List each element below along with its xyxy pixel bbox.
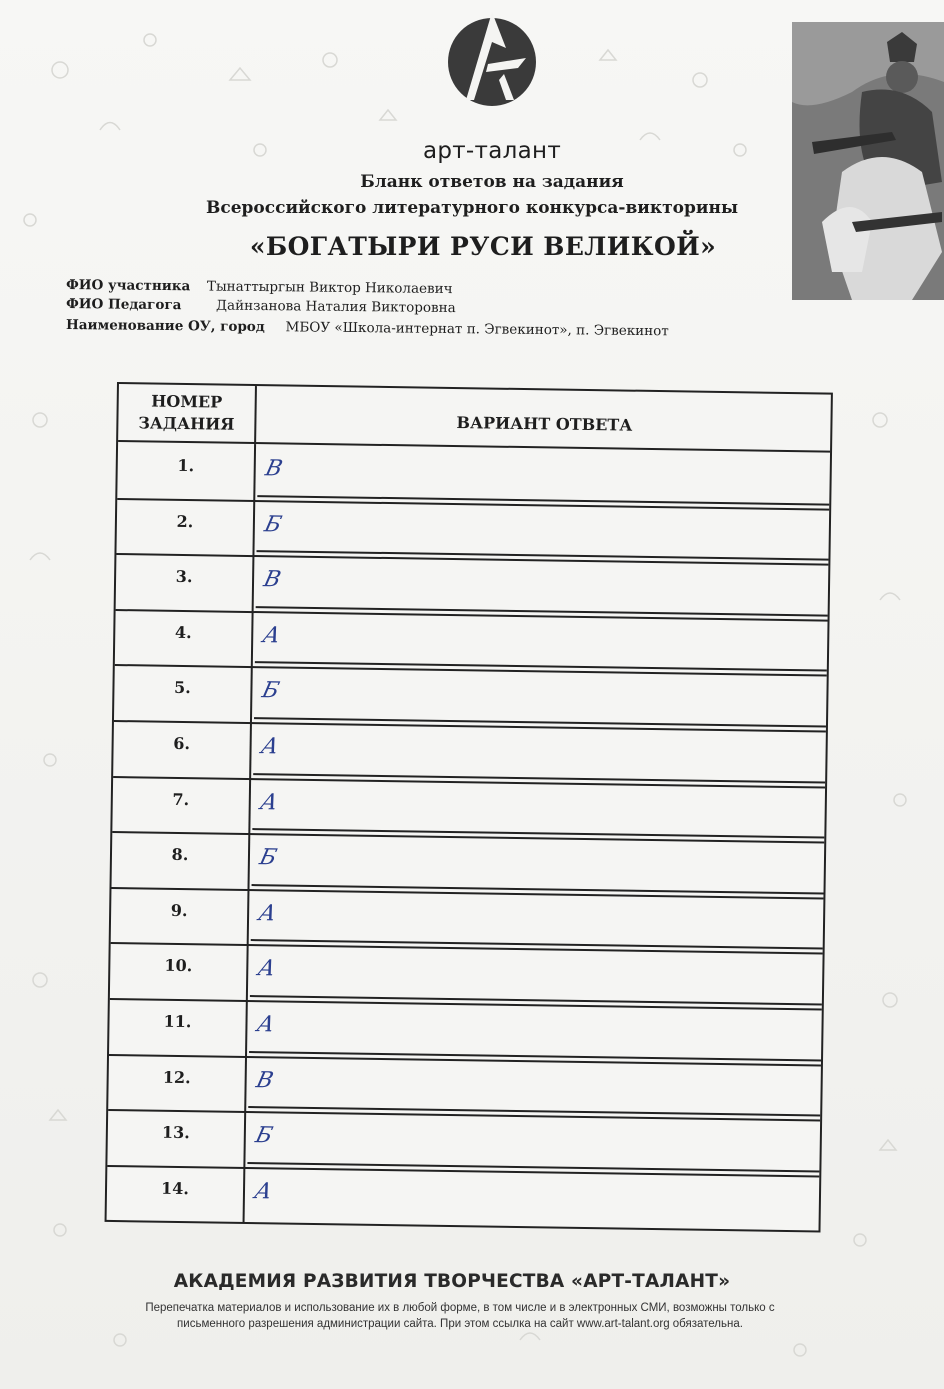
task-number: 8. (112, 831, 251, 889)
handwritten-answer: А (254, 1012, 277, 1038)
table-row (107, 1165, 820, 1231)
footer-note-line1: Перепечатка материалов и использование их в любой форме, в том числе и в электронных СМИ, возможны только с (145, 1302, 775, 1314)
participant-row (66, 277, 453, 297)
task-number: 4. (115, 609, 254, 667)
footer-note-line2: письменного разрешения администрации сайта. При этом ссылка на сайт www.art-talant.org обязательна. (177, 1318, 743, 1330)
answer-cell (247, 1167, 820, 1231)
task-number: 7. (112, 776, 251, 834)
school-value: МБОУ «Школа-интернат п. Эгвекинот», п. Эгвекинот (285, 319, 669, 340)
handwritten-answer: В (261, 567, 284, 593)
teacher-label: ФИО Педагога (65, 296, 182, 314)
handwritten-answer: Б (262, 511, 284, 538)
handwritten-answer: В (253, 1067, 276, 1093)
teacher-row (66, 296, 456, 316)
task-number: 11. (109, 998, 248, 1056)
handwritten-answer: А (256, 901, 279, 927)
header-task-number (118, 384, 257, 442)
header-task-number-line1: НОМЕР (151, 391, 223, 412)
header-task-number-line2: ЗАДАНИЯ (138, 413, 235, 434)
task-number: 13. (107, 1109, 246, 1167)
task-number: 2. (116, 498, 255, 556)
art-talant-logo (444, 8, 540, 116)
task-number: 12. (108, 1054, 247, 1112)
task-number: 3. (116, 553, 255, 611)
handwritten-answer: А (258, 734, 282, 760)
task-number: 10. (110, 942, 249, 1000)
header-answer: ВАРИАНТ ОТВЕТА (456, 413, 633, 435)
table-header (118, 384, 831, 453)
handwritten-answer: Б (257, 845, 279, 871)
handwritten-answer: В (262, 456, 285, 482)
bogatyr-illustration (792, 22, 944, 300)
handwritten-answer: А (257, 789, 281, 815)
task-number: 6. (113, 720, 252, 778)
brand-name: арт-талант (422, 138, 562, 164)
handwritten-answer: А (252, 1178, 275, 1205)
footer-title: АКАДЕМИЯ РАЗВИТИЯ ТВОРЧЕСТВА «АРТ-ТАЛАНТ» (173, 1271, 731, 1292)
participant-label: ФИО участника (65, 277, 191, 295)
handwritten-answer: Б (259, 678, 282, 704)
participant-value: Тынаттыргын Виктор Николаевич (206, 278, 453, 298)
handwritten-answer: Б (252, 1123, 275, 1149)
handwritten-answer: А (255, 956, 278, 982)
school-row (66, 317, 669, 339)
school-label: Наименование ОУ, город (65, 317, 265, 336)
footer-note (40, 1300, 880, 1332)
task-number: 14. (107, 1165, 246, 1223)
teacher-value: Дайнзанова Наталия Викторовна (216, 297, 456, 317)
task-number: 5. (114, 664, 253, 722)
table-body (107, 442, 830, 1230)
task-number: 1. (117, 442, 256, 500)
answers-table (105, 382, 833, 1233)
contest-subtitle: Всероссийского литературного конкурса-викторины (205, 198, 738, 218)
contest-title: «БОГАТЫРИ РУСИ ВЕЛИКОЙ» (249, 232, 717, 261)
answers-table-wrap (105, 382, 833, 1233)
task-number: 9. (111, 887, 250, 945)
handwritten-answer: А (260, 623, 283, 649)
form-title: Бланк ответов на задания (360, 172, 624, 192)
